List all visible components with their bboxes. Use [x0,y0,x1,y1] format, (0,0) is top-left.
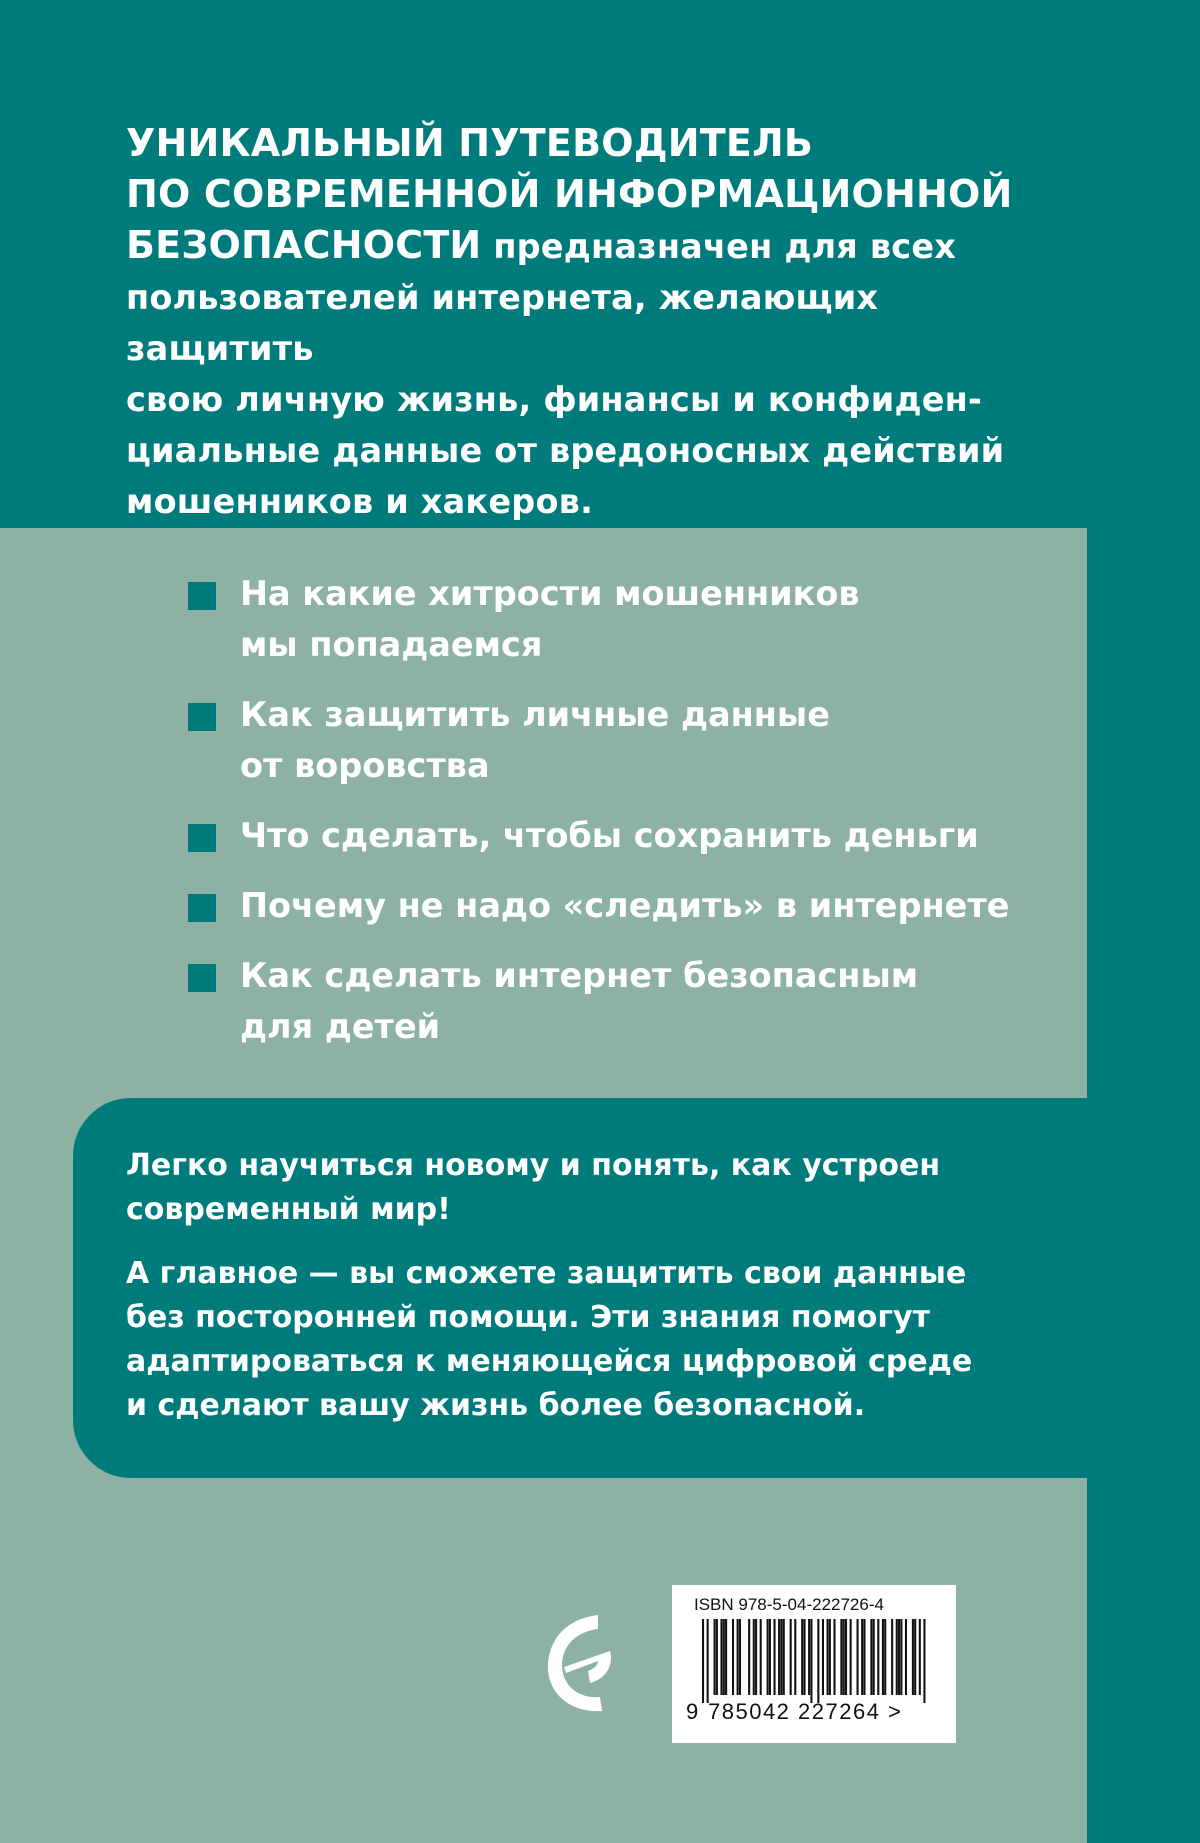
barcode-bar [919,1619,921,1695]
barcode-bar [780,1619,782,1695]
callout-paragraph-2: А главное — вы сможете защитить свои данные без посторонней помощи. Эти знания помогут адаптироваться к меняющейся цифровой среде и сделают вашу жизнь более безопасной. [126,1256,973,1423]
barcode-bar [882,1619,884,1695]
barcode-bar [898,1619,900,1695]
barcode-bar [773,1619,775,1695]
barcode-bar [723,1619,725,1695]
barcode-bar [810,1619,812,1703]
barcode-bar [753,1619,755,1695]
intro-line-7: мошенников и хакеров. [126,482,594,521]
barcode-bar [702,1619,704,1703]
barcode-bar [808,1619,810,1695]
callout-paragraph-1: Легко научиться новому и понять, как устроен современный мир! [126,1148,941,1227]
ean-first-digit: 9 [686,1699,699,1724]
barcode-bar [833,1619,835,1695]
intro-line-3: БЕЗОПАСНОСТИ предназначен для всех [126,223,957,267]
barcode-bar [923,1619,925,1703]
barcode-bar [778,1619,780,1695]
square-bullet-icon [188,964,216,992]
intro-line-5: свою личную жизнь, финансы и конфиден- [126,380,983,419]
barcode-bar [877,1619,879,1695]
barcode-bar [748,1619,750,1695]
list-item: Что сделать, чтобы сохранить деньги [188,810,1068,861]
barcode-bar [896,1619,898,1695]
barcode-bar [891,1619,893,1695]
barcode-bar [857,1619,859,1695]
list-item: Как сделать интернет безопасным для детей [188,950,1068,1052]
barcode-bar [912,1619,914,1695]
list-item: Как защитить личные данные от воровства [188,689,1068,791]
publisher-logo-e-icon [540,1605,620,1721]
barcode-bar [707,1619,709,1703]
isbn-number: ISBN 978-5-04-222726-4 [694,1595,884,1614]
barcode-bar [884,1619,886,1695]
intro-line-2: ПО СОВРЕМЕННОЙ ИНФОРМАЦИОННОЙ [126,172,1013,216]
barcode-bar [760,1619,762,1695]
barcode-bar [845,1619,847,1695]
square-bullet-icon [188,894,216,922]
barcode-bar [914,1619,916,1695]
barcode-bar [829,1619,831,1695]
barcode-bar [827,1619,829,1695]
list-item: Почему не надо «следить» в интернете [188,880,1068,931]
barcode-bar [720,1619,722,1695]
square-bullet-icon [188,824,216,852]
barcode-bar [725,1619,727,1695]
barcode-bar [783,1619,785,1695]
barcode-bar [714,1619,716,1695]
list-item: На какие хитрости мошенников мы попадаемся [188,568,1068,670]
barcode-bar [905,1619,907,1695]
barcode-bar [861,1619,863,1695]
barcode-bar [863,1619,865,1695]
barcode-bars [702,1619,928,1703]
intro-text [126,118,1066,527]
barcode-bar [755,1619,757,1695]
barcode-bar [790,1619,792,1695]
barcode-bar [843,1619,845,1695]
barcode-bar [817,1619,819,1703]
barcode-bar [732,1619,734,1695]
barcode-bar [801,1619,803,1695]
callout-box [73,1098,1113,1478]
barcode-bar [873,1619,875,1695]
isbn-barcode [672,1585,956,1743]
intro-line-4: пользователей интернета, желающих защитить [126,278,879,368]
barcode-bar [794,1619,796,1695]
barcode-bar [716,1619,718,1695]
square-bullet-icon [188,582,216,610]
barcode-bar [870,1619,872,1695]
barcode-bar [767,1619,769,1695]
barcode-bar [850,1619,852,1695]
barcode-bar [900,1619,902,1695]
barcode-bar [803,1619,805,1695]
barcode-bar [769,1619,771,1695]
square-bullet-icon [188,703,216,731]
ean-digits: 785042 227264 > [708,1699,903,1724]
barcode-bar [737,1619,739,1695]
intro-line-6: циальные данные от вредоносных действий [126,431,1005,470]
intro-line-1: УНИКАЛЬНЫЙ ПУТЕВОДИТЕЛЬ [126,121,814,165]
barcode-bar [840,1619,842,1695]
barcode-bar [739,1619,741,1695]
barcode-bar [822,1619,824,1695]
feature-list [188,568,1068,1071]
